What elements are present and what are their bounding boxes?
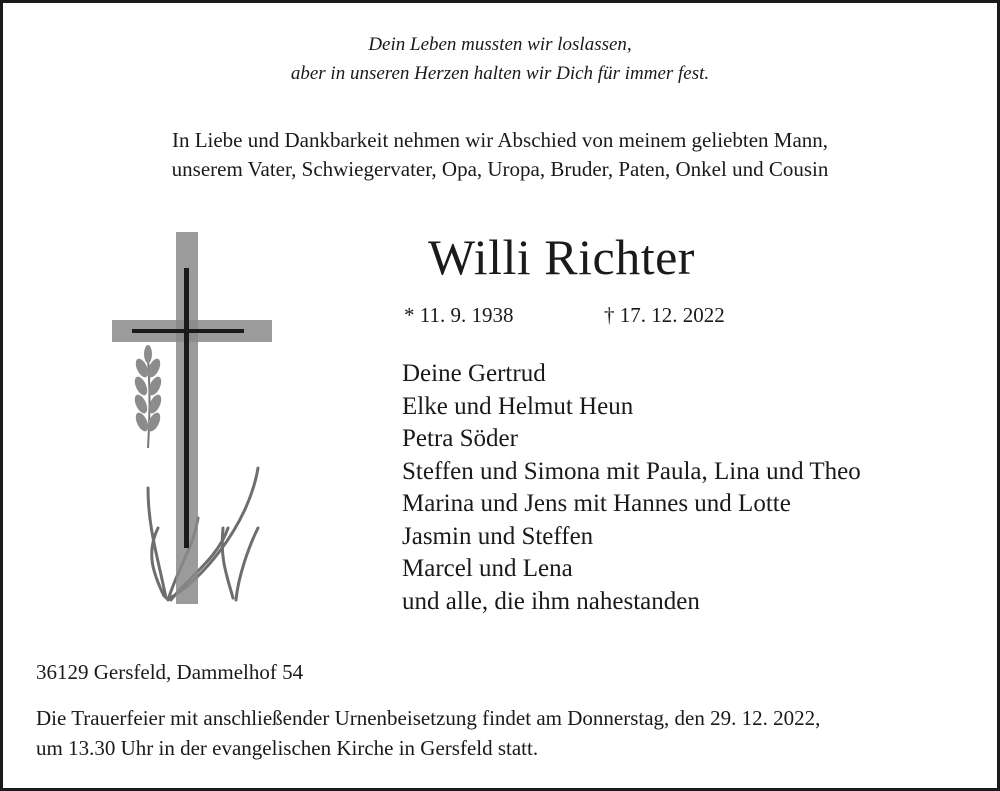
- mourner-line: und alle, die ihm nahestanden: [402, 587, 700, 615]
- address: 36129 Gersfeld, Dammelhof 54: [36, 660, 304, 684]
- intro-text: [0, 126, 1000, 184]
- mourners-list: [402, 358, 861, 618]
- quote-line-1: Dein Leben mussten wir loslassen,: [368, 34, 632, 55]
- opening-quote: [0, 30, 1000, 88]
- mourner-line: Petra Söder: [402, 425, 518, 452]
- mourner-line: Marcel und Lena: [402, 555, 573, 582]
- mourner-line: Elke und Helmut Heun: [402, 392, 634, 420]
- deceased-name: Willi Richter: [428, 229, 695, 285]
- quote-line-2: aber in unseren Herzen halten wir Dich für immer fest.: [290, 63, 710, 84]
- birth-date: * 11. 9. 1938: [404, 303, 514, 327]
- mourner-line: Jasmin und Steffen: [402, 522, 594, 550]
- funeral-line-1: Die Trauerfeier mit anschließender Urnenbeisetzung findet am Donnerstag, den 29. 12. 2022,: [36, 706, 821, 730]
- mourner-line: Deine Gertrud: [402, 360, 546, 387]
- mourner-line: Marina und Jens mit Hannes und Lotte: [402, 490, 791, 517]
- intro-line-1: In Liebe und Dankbarkeit nehmen wir Abschied von meinem geliebten Mann,: [171, 128, 829, 152]
- cross-with-wheat-icon: [108, 228, 278, 608]
- death-date: † 17. 12. 2022: [604, 303, 725, 327]
- mourner-line: Steffen und Simona mit Paula, Lina und Theo: [402, 457, 861, 485]
- intro-line-2: unserem Vater, Schwiegervater, Opa, Uropa, Bruder, Paten, Onkel und Cousin: [171, 157, 829, 181]
- funeral-info: [36, 703, 820, 763]
- funeral-line-2: um 13.30 Uhr in der evangelischen Kirche in Gersfeld statt.: [36, 736, 539, 760]
